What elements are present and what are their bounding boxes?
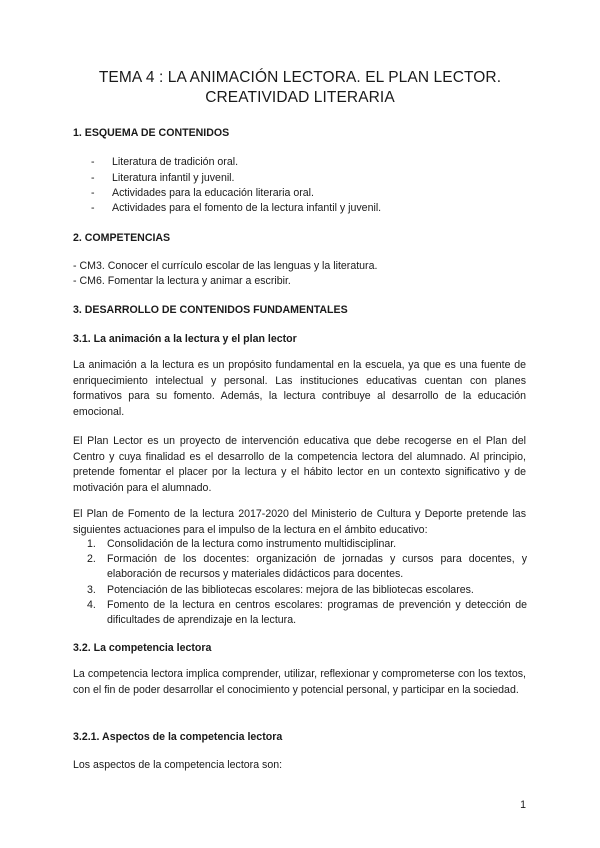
competence-line: - CM3. Conocer el currículo escolar de las lenguas y la literatura. — [73, 260, 378, 272]
paragraph: La competencia lectora implica comprender, utilizar, reflexionar y comprometerse con los textos, con el fin de poder desarrollar el conocimiento y potencial personal, y participar en la sociedad. — [73, 668, 526, 696]
list-number: 3. — [87, 583, 96, 596]
list-item-text: Literatura infantil y juvenil. — [112, 172, 235, 184]
title-line-1: TEMA 4 : LA ANIMACIÓN LECTORA. EL PLAN LECTOR. — [98, 69, 502, 86]
list-item-text: Literatura de tradición oral. — [112, 156, 239, 168]
numbered-list-item — [87, 537, 527, 552]
list-item-text: Potenciación de las bibliotecas escolares: mejora de las bibliotecas escolares. — [107, 583, 474, 596]
list-item-text: Consolidación de la lectura como instrumento multidisciplinar. — [107, 538, 397, 550]
list-item-text: Actividades para el fomento de la lectura infantil y juvenil. — [112, 202, 382, 214]
numbered-list-item — [87, 583, 527, 598]
bullet-dash: - — [91, 187, 95, 199]
subsection-3-2-heading: 3.2. La competencia lectora — [73, 642, 212, 654]
section-2-heading: 2. COMPETENCIAS — [73, 232, 171, 244]
section-1-heading: 1. ESQUEMA DE CONTENIDOS — [73, 127, 230, 139]
bullet-dash: - — [91, 172, 95, 184]
list-number: 2. — [87, 553, 96, 566]
competence-line: - CM6. Fomentar la lectura y animar a escribir. — [73, 275, 291, 287]
subsection-3-1-heading: 3.1. La animación a la lectura y el plan lector — [73, 333, 297, 345]
list-number: 1. — [87, 538, 96, 550]
paragraph: El Plan Lector es un proyecto de intervención educativa que debe recogerse en el Plan del Centro y cuya finalidad es el desarrollo de la competencia lectora del alumnado. Al principio, pretende fomentar el placer por la lectura y el hábito lector en un contexto significativo y de motivación para el alumnado. — [73, 435, 526, 494]
subsection-3-2-1-heading: 3.2.1. Aspectos de la competencia lectora — [73, 731, 283, 743]
numbered-list — [87, 537, 527, 628]
list-item-text: Fomento de la lectura en centros escolares: programas de prevención y detección de dificultades de aprendizaje en la lectura. — [107, 598, 527, 627]
paragraph: El Plan de Fomento de la lectura 2017-2020 del Ministerio de Cultura y Deporte pretende las siguientes actuaciones para el impulso de la lectura en el ámbito educativo: — [73, 508, 526, 536]
paragraph: Los aspectos de la competencia lectora son: — [73, 759, 283, 771]
numbered-list-item — [87, 552, 527, 582]
bullet-dash: - — [91, 156, 95, 168]
list-item-text: Formación de los docentes: organización de jornadas y cursos para docentes, y elaboración de recursos y materiales didácticos para docentes. — [107, 553, 527, 581]
list-number: 4. — [87, 598, 96, 611]
numbered-list-item — [87, 598, 527, 628]
list-item-text: Actividades para la educación literaria oral. — [112, 187, 314, 199]
bullet-dash: - — [91, 202, 95, 214]
document-title — [60, 68, 540, 108]
paragraph: La animación a la lectura es un propósito fundamental en la escuela, ya que es una fuente de enriquecimiento intelectual y personal. Las instituciones educativas cuentan con planes formativos para su fomento. Además, la lectura contribuye al desarrollo de la educación emocional. — [73, 359, 526, 418]
title-line-2: CREATIVIDAD LITERARIA — [205, 89, 395, 106]
page-number: 1 — [520, 799, 526, 811]
section-3-heading: 3. DESARROLLO DE CONTENIDOS FUNDAMENTALES — [73, 304, 348, 316]
